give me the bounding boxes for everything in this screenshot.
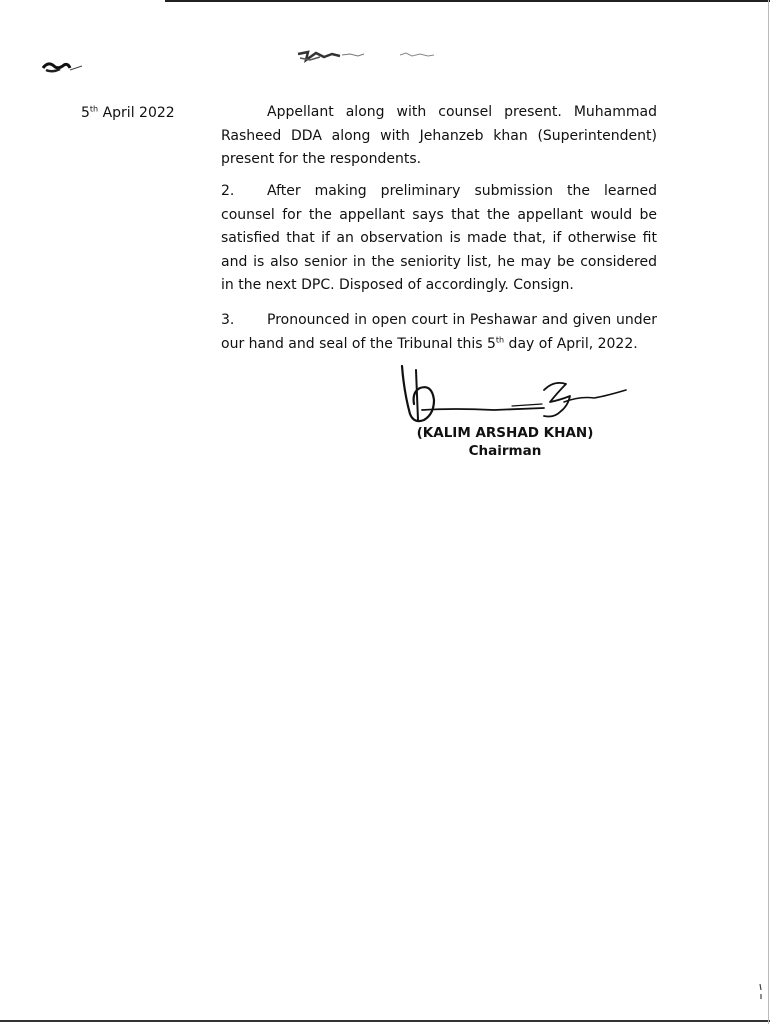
order-date: 5th April 2022	[81, 104, 175, 121]
paragraph-number: 2.	[221, 183, 235, 199]
signatory-name: (KALIM ARSHAD KHAN)	[416, 425, 594, 441]
paragraph-3: 3. Pronounced in open court in Peshawar and given under our hand and seal of the Tribunal this 5th day of April, 2022.	[221, 309, 657, 356]
signatory-title: Chairman	[468, 443, 542, 459]
scan-edge-bottom	[0, 1020, 770, 1022]
scan-edge-right	[768, 0, 769, 1024]
signature-icon	[394, 362, 634, 428]
scan-mark-icon	[40, 58, 86, 78]
paragraph-2: 2. After making preliminary submission the learned counsel for the appellant says that the appellant would be satisfied that if an observation is made that, if otherwise fit and is also senior in the seniority list, he may be considered in the next DPC. Disposed of accordingly. Consign.	[221, 180, 657, 298]
paragraph-1: Appellant along with counsel present. Muhammad Rasheed DDA along with Jehanzeb khan (Superintendent) present for the respondents.	[221, 104, 657, 167]
scan-mark-icon	[296, 48, 366, 66]
scan-edge-top	[165, 0, 770, 2]
scan-mark-icon	[756, 982, 766, 1002]
paragraph-number: 3.	[221, 312, 235, 328]
signatory-block	[400, 424, 610, 460]
scan-mark-icon	[398, 50, 438, 60]
